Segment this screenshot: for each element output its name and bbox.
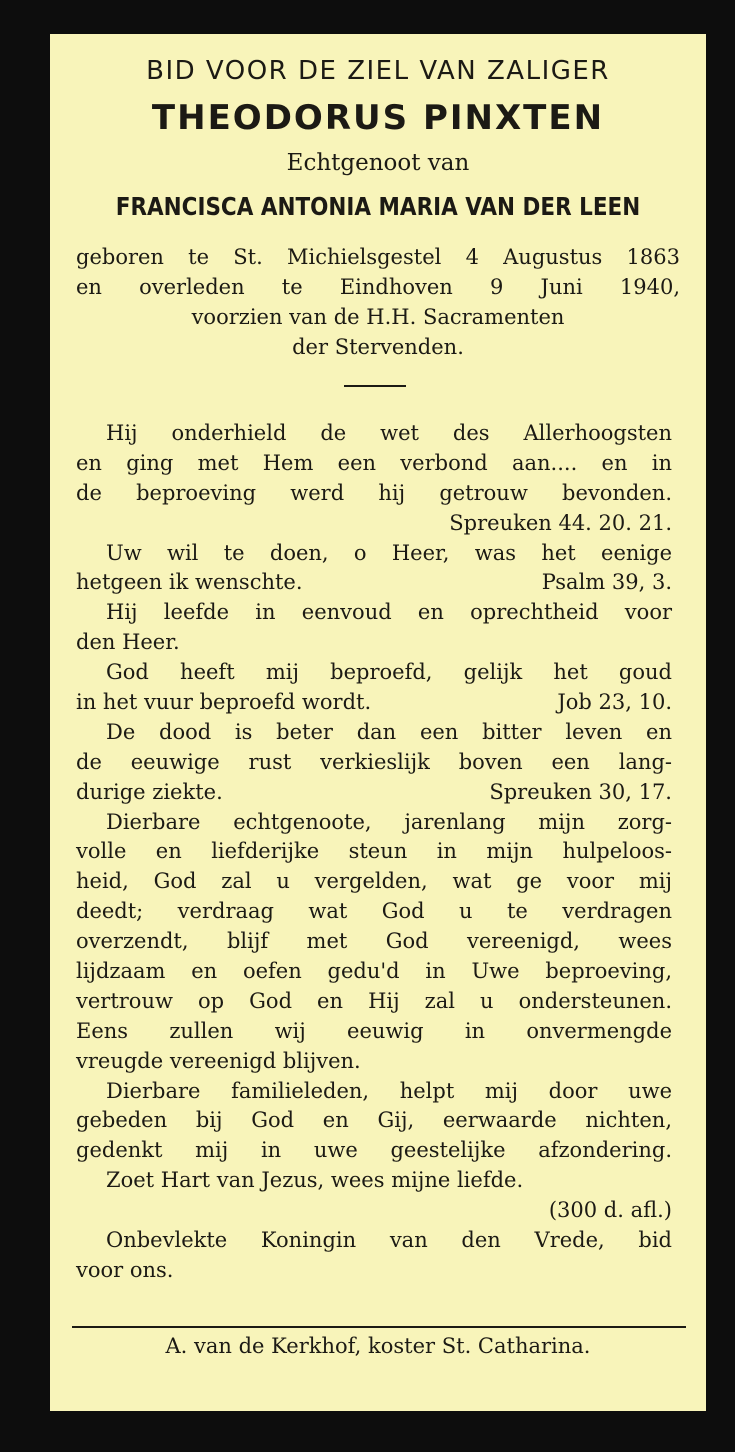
bio-line: en overleden te Eindhoven 9 Juni 1940, — [76, 275, 680, 299]
bio-line: geboren te St. Michielsgestel 4 Augustus 1863 — [76, 245, 680, 269]
text-line: Hij onderhield de wet des Allerhoogsten — [106, 421, 672, 445]
scripture-reference: Job 23, 10. — [557, 690, 672, 715]
divider-short — [344, 385, 406, 387]
card-heading: BID VOOR DE ZIEL VAN ZALIGER — [146, 56, 610, 86]
text-line: God heeft mij beproefd, gelijk het goud — [106, 660, 672, 685]
bio-line: der Stervenden. — [292, 335, 464, 359]
text-line: lijdzaam en oefen gedu'd in Uwe beproeving, — [76, 959, 672, 984]
prayer-line: Zoet Hart van Jezus, wees mijne liefde. — [106, 1168, 524, 1193]
scripture-reference: Spreuken 44. 20. 21. — [449, 510, 672, 535]
indulgence-note: (300 d. afl.) — [548, 1198, 672, 1223]
spouse-name: FRANCISCA ANTONIA MARIA VAN DER LEEN — [115, 192, 641, 221]
relation-line: Echtgenoot van — [286, 150, 470, 176]
text-line — [76, 568, 672, 598]
memorial-card — [50, 34, 706, 1411]
text-fragment: hetgeen ik wenschte. — [76, 570, 303, 595]
prayer-line: Onbevlekte Koningin van den Vrede, bid — [106, 1228, 672, 1253]
deceased-name: THEODORUS PINXTEN — [151, 98, 605, 138]
bio-line: voorzien van de H.H. Sacramenten — [191, 305, 565, 329]
text-line: gedenkt mij in uwe geestelijke afzondering. — [76, 1138, 672, 1163]
text-line: vertrouw op God en Hij zal u ondersteunen. — [76, 988, 672, 1013]
biography — [76, 242, 680, 362]
text-line: Dierbare echtgenoote, jarenlang mijn zorg- — [106, 809, 672, 834]
text-line — [76, 778, 672, 808]
text-fragment: in het vuur beproefd wordt. — [76, 690, 372, 715]
text-fragment: durige ziekte. — [76, 779, 223, 804]
scripture-reference: Spreuken 30, 17. — [489, 779, 672, 804]
text-line: heid, God zal u vergelden, wat ge voor mij — [76, 869, 672, 894]
text-line: deedt; verdraag wat God u te verdragen — [76, 899, 672, 924]
printer-credit: A. van de Kerkhof, koster St. Catharina. — [165, 1334, 591, 1358]
text-line — [76, 688, 672, 718]
text-line: Dierbare familieleden, helpt mij door uwe — [106, 1078, 672, 1103]
verse-text — [76, 419, 672, 1286]
divider-long — [72, 1326, 686, 1328]
text-line: Hij leefde in eenvoud en oprechtheid voor — [106, 600, 672, 625]
text-line: vreugde vereenigd blijven. — [76, 1048, 361, 1073]
scripture-reference: Psalm 39, 3. — [541, 570, 672, 595]
text-line: en ging met Hem een verbond aan.... en in — [76, 450, 672, 475]
text-line: de eeuwige rust verkieslijk boven een lang- — [76, 749, 672, 774]
prayer-line: voor ons. — [76, 1257, 174, 1282]
text-line: Eens zullen wij eeuwig in onvermengde — [76, 1018, 672, 1043]
text-line: den Heer. — [76, 630, 180, 655]
text-line: De dood is beter dan een bitter leven en — [106, 719, 672, 744]
text-line: Uw wil te doen, o Heer, was het eenige — [106, 540, 672, 565]
text-line: volle en liefderijke steun in mijn hulpeloos- — [76, 839, 672, 864]
text-line: gebeden bij God en Gij, eerwaarde nichten, — [76, 1108, 672, 1133]
text-line: de beproeving werd hij getrouw bevonden. — [76, 480, 672, 505]
text-line: overzendt, blijf met God vereenigd, wees — [76, 929, 672, 954]
